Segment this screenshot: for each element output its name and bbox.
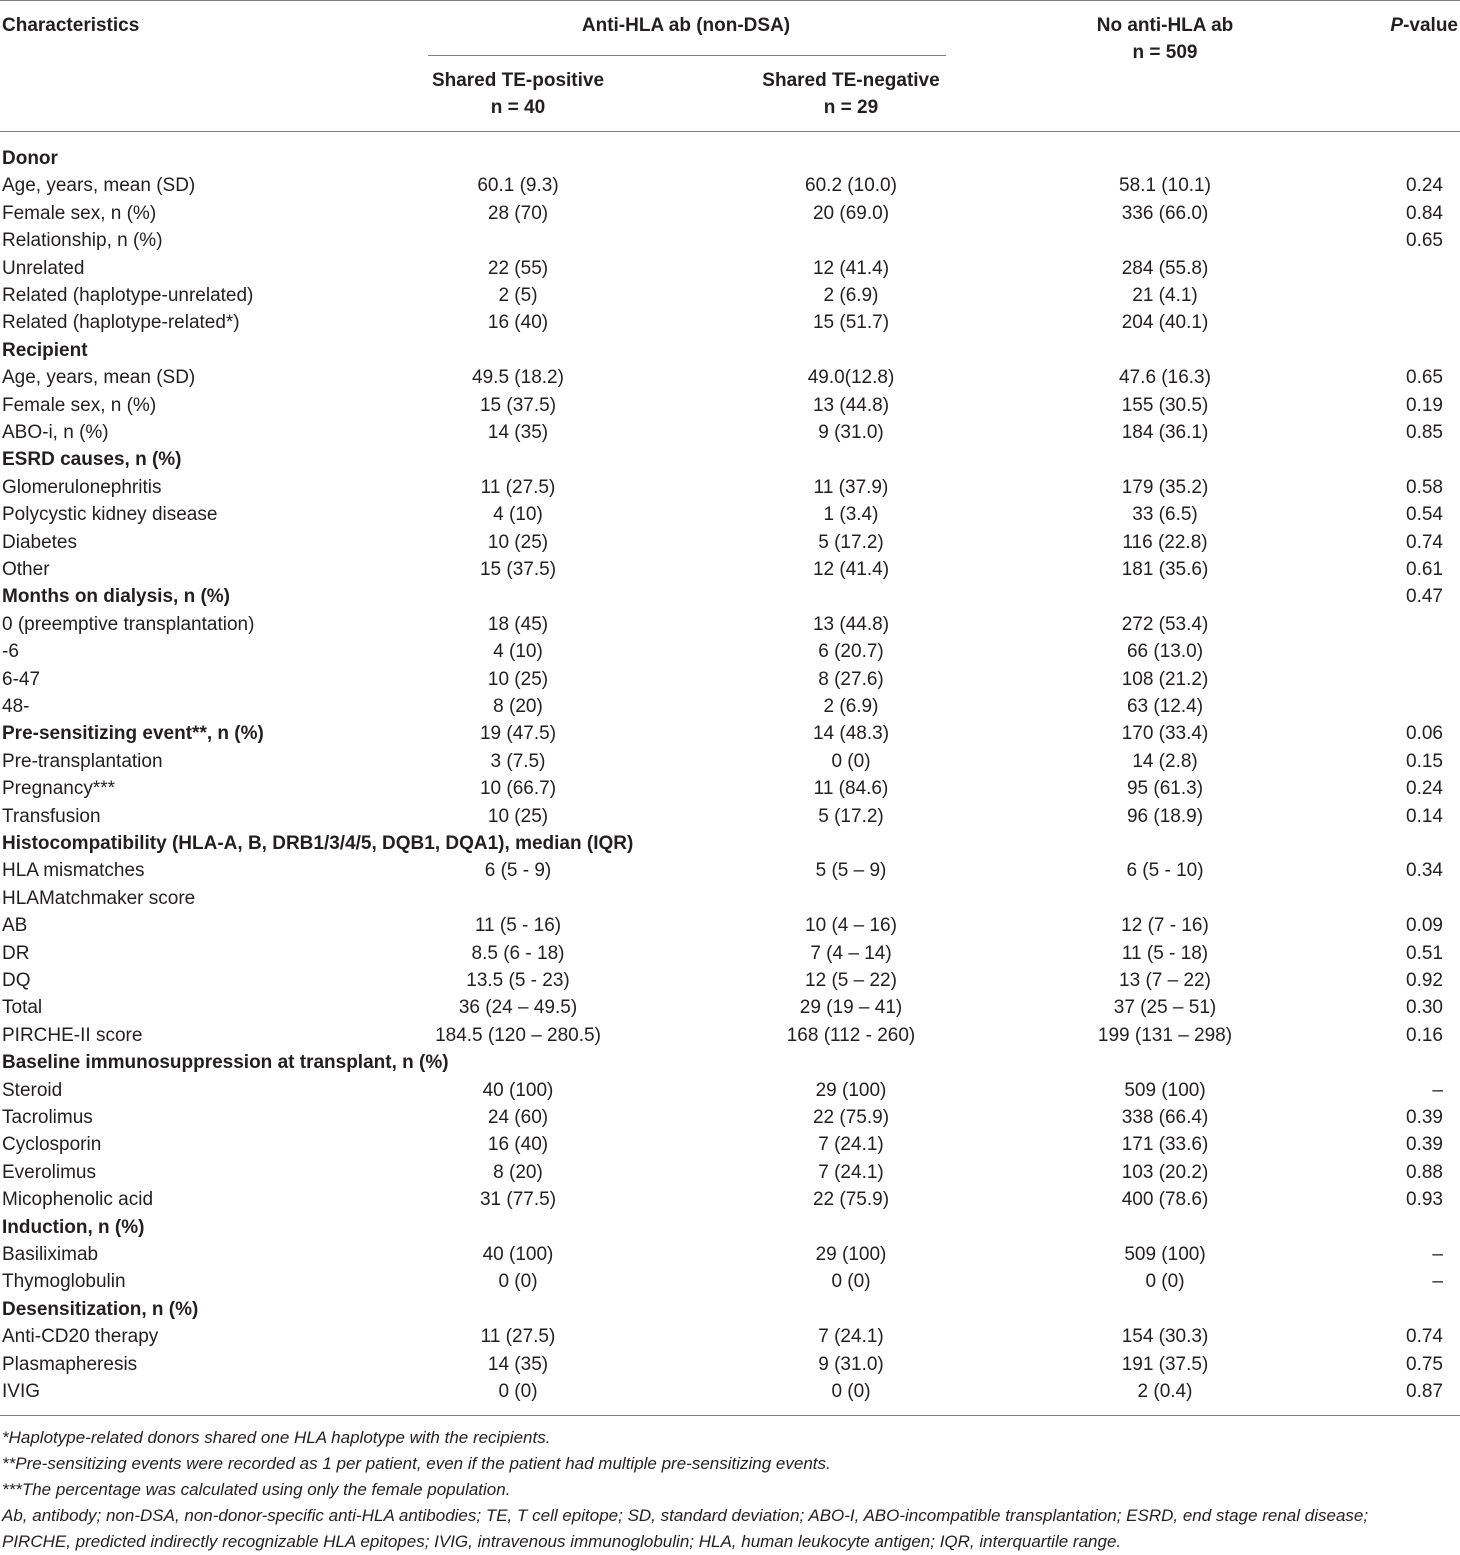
value-te-negative: 10 (4 – 16) — [805, 915, 897, 937]
p-value: 0.93 — [1406, 1189, 1443, 1211]
value-no-anti-hla: 509 (100) — [1124, 1244, 1206, 1265]
value-te-positive: 18 (45) — [487, 613, 549, 635]
p-value: 0.24 — [1406, 175, 1443, 197]
value-no-anti-hla: 272 (53.4) — [1121, 613, 1209, 635]
section-row — [0, 337, 1460, 364]
table-row — [0, 474, 1460, 501]
table-bottom-rule — [0, 1415, 1460, 1416]
value-no-anti-hla: 154 (30.3) — [1121, 1326, 1209, 1348]
row-label: Thymoglobulin — [2, 1271, 126, 1293]
table-row — [0, 748, 1460, 775]
header-col2-n: n = 29 — [823, 97, 879, 118]
header-pvalue-italic: P — [1390, 15, 1404, 36]
value-no-anti-hla: 11 (5 - 18) — [1121, 942, 1209, 964]
table-row — [0, 940, 1460, 967]
footnote-abbreviations-2: PIRCHE, predicted indirectly recognizable HLA epitopes; IVIG, intravenous immunoglobulin; HLA, human leukocyte antigen; IQR, interquartile range. — [2, 1532, 1122, 1551]
footnote-abbreviations-1: Ab, antibody; non-DSA, non-donor-specific anti-HLA antibodies; TE, T cell epitope; SD, standard deviation; ABO-I, ABO-incompatible transplantation; ESRD, end stage renal disease; — [2, 1506, 1369, 1525]
table-row — [0, 556, 1460, 583]
row-label: Anti-CD20 therapy — [2, 1326, 159, 1348]
value-no-anti-hla: 37 (25 – 51) — [1113, 997, 1217, 1019]
row-label: Cyclosporin — [2, 1134, 102, 1156]
value-no-anti-hla: 181 (35.6) — [1121, 559, 1209, 580]
value-te-positive: 28 (70) — [487, 202, 549, 224]
value-te-positive: 13.5 (5 - 23) — [466, 970, 570, 991]
row-label: Everolimus — [2, 1161, 96, 1183]
value-te-negative: 15 (51.7) — [812, 312, 890, 334]
table-row — [0, 775, 1460, 802]
value-no-anti-hla: 171 (33.6) — [1121, 1134, 1209, 1156]
section-row — [0, 1296, 1460, 1323]
value-te-negative: 7 (24.1) — [818, 1161, 884, 1183]
value-no-anti-hla: 63 (12.4) — [1126, 696, 1204, 717]
value-no-anti-hla: 509 (100) — [1124, 1079, 1206, 1101]
value-no-anti-hla: 108 (21.2) — [1121, 668, 1209, 690]
value-te-positive: 16 (40) — [487, 312, 549, 334]
row-label: IVIG — [2, 1381, 41, 1402]
value-te-negative: 13 (44.8) — [812, 394, 890, 416]
header-col1-n: n = 40 — [490, 97, 546, 118]
value-te-positive: 0 (0) — [498, 1271, 538, 1293]
value-te-positive: 15 (37.5) — [479, 559, 557, 580]
value-no-anti-hla: 12 (7 - 16) — [1121, 915, 1209, 937]
row-label: ESRD causes, n (%) — [2, 449, 182, 471]
value-te-negative: 60.2 (10.0) — [805, 175, 897, 197]
row-label: Recipient — [2, 339, 88, 361]
header-group-title: Anti-HLA ab (non-DSA) — [581, 15, 791, 36]
table-row — [0, 200, 1460, 227]
value-te-negative: 1 (3.4) — [823, 504, 879, 526]
value-no-anti-hla: 95 (61.3) — [1126, 778, 1204, 800]
table-row — [0, 1131, 1460, 1158]
value-no-anti-hla: 14 (2.8) — [1132, 750, 1198, 772]
p-value: – — [1432, 1271, 1443, 1293]
footnote-percentage: ***The percentage was calculated using only the female population. — [2, 1480, 511, 1499]
value-no-anti-hla: 179 (35.2) — [1121, 476, 1209, 498]
table-row — [0, 1077, 1460, 1104]
p-value: – — [1432, 1244, 1443, 1265]
row-label: Female sex, n (%) — [2, 394, 157, 416]
value-te-negative: 9 (31.0) — [818, 1353, 884, 1375]
table-top-rule — [0, 0, 1460, 1]
row-label: DQ — [2, 970, 31, 991]
value-no-anti-hla: 199 (131 – 298) — [1097, 1024, 1233, 1046]
table-row — [0, 803, 1460, 830]
value-te-negative: 2 (6.9) — [823, 696, 879, 717]
value-te-positive: 15 (37.5) — [479, 394, 557, 416]
value-te-positive: 2 (5) — [498, 285, 538, 306]
value-te-positive: 60.1 (9.3) — [477, 175, 559, 197]
table-row — [0, 1241, 1460, 1268]
row-label: Micophenolic acid — [2, 1189, 154, 1211]
value-no-anti-hla: 284 (55.8) — [1121, 257, 1209, 279]
value-te-positive: 8 (20) — [493, 1161, 543, 1183]
value-no-anti-hla: 33 (6.5) — [1132, 504, 1198, 526]
value-no-anti-hla: 103 (20.2) — [1121, 1161, 1209, 1183]
table-row — [0, 912, 1460, 939]
row-label: Diabetes — [2, 531, 77, 553]
header-pvalue-suffix: -value — [1403, 15, 1458, 36]
header-col1-title: Shared TE-positive — [431, 70, 605, 91]
value-te-positive: 6 (5 - 9) — [484, 860, 552, 882]
value-no-anti-hla: 116 (22.8) — [1122, 531, 1208, 553]
value-te-negative: 7 (4 – 14) — [810, 942, 892, 964]
value-te-negative: 8 (27.6) — [818, 668, 884, 690]
value-te-negative: 49.0(12.8) — [807, 367, 895, 389]
p-value: 0.30 — [1406, 997, 1443, 1019]
row-label: Other — [2, 559, 50, 580]
row-label: Pre-sensitizing event**, n (%) — [2, 723, 264, 745]
row-label: Histocompatibility (HLA-A, B, DRB1/3/4/5, DQB1, DQA1), median (IQR) — [2, 833, 634, 854]
value-te-positive: 8 (20) — [493, 696, 543, 717]
footnote-pre-sensitizing: **Pre-sensitizing events were recorded as 1 per patient, even if the patient had multiple pre-sensitizing events. — [2, 1454, 831, 1473]
row-label: Glomerulonephritis — [2, 476, 162, 498]
group-header-rule — [428, 55, 946, 56]
row-label: HLA mismatches — [2, 860, 145, 882]
row-label: ABO-i, n (%) — [2, 422, 109, 443]
p-value: 0.85 — [1406, 422, 1443, 443]
row-label: AB — [2, 915, 28, 937]
table-row — [0, 885, 1460, 912]
row-label: Basiliximab — [2, 1244, 99, 1265]
value-te-negative: 22 (75.9) — [812, 1107, 890, 1128]
p-value: 0.09 — [1406, 915, 1443, 937]
table-row — [0, 638, 1460, 665]
row-label: Polycystic kidney disease — [2, 504, 218, 526]
p-value: 0.92 — [1406, 970, 1443, 991]
p-value: 0.65 — [1406, 367, 1443, 389]
p-value: 0.74 — [1406, 1326, 1443, 1348]
row-label: HLAMatchmaker score — [2, 887, 196, 909]
value-te-positive: 11 (27.5) — [480, 476, 556, 498]
value-te-positive: 184.5 (120 – 280.5) — [435, 1024, 601, 1046]
p-value: 0.15 — [1406, 750, 1443, 772]
value-te-positive: 40 (100) — [482, 1079, 554, 1101]
table-row — [0, 364, 1460, 391]
p-value: 0.58 — [1406, 476, 1443, 498]
row-label: Female sex, n (%) — [2, 202, 157, 224]
p-value: 0.39 — [1406, 1107, 1443, 1128]
value-te-negative: 12 (5 – 22) — [805, 970, 897, 991]
value-te-negative: 2 (6.9) — [823, 285, 879, 306]
value-te-negative: 6 (20.7) — [818, 641, 884, 663]
row-label: Baseline immunosuppression at transplant, n (%) — [2, 1052, 449, 1074]
table-row — [0, 693, 1460, 720]
value-te-negative: 5 (17.2) — [818, 531, 884, 553]
table-row — [0, 1268, 1460, 1295]
row-label: Transfusion — [2, 805, 101, 827]
row-label: Plasmapheresis — [2, 1353, 138, 1375]
value-te-positive: 16 (40) — [487, 1134, 549, 1156]
p-value: 0.54 — [1406, 504, 1443, 526]
value-te-positive: 10 (66.7) — [479, 778, 557, 800]
value-te-negative: 12 (41.4) — [812, 559, 890, 580]
value-te-negative: 14 (48.3) — [812, 723, 890, 745]
section-row — [0, 830, 1460, 857]
row-label: DR — [2, 942, 30, 964]
value-te-negative: 12 (41.4) — [812, 257, 890, 279]
table-row — [0, 1104, 1460, 1131]
value-te-positive: 24 (60) — [487, 1107, 549, 1128]
row-label: 6-47 — [2, 668, 41, 690]
value-te-positive: 31 (77.5) — [479, 1189, 557, 1211]
value-te-negative: 29 (100) — [815, 1244, 887, 1265]
table-row — [0, 529, 1460, 556]
table-row — [0, 1378, 1460, 1405]
p-value: 0.14 — [1406, 805, 1443, 827]
value-te-negative: 11 (84.6) — [813, 778, 889, 800]
p-value: 0.34 — [1406, 860, 1443, 882]
table-row — [0, 611, 1460, 638]
table-row — [0, 1186, 1460, 1213]
value-no-anti-hla: 58.1 (10.1) — [1119, 175, 1211, 197]
value-te-negative: 0 (0) — [831, 1381, 871, 1402]
row-label: Induction, n (%) — [2, 1216, 145, 1238]
value-no-anti-hla: 155 (30.5) — [1121, 394, 1209, 416]
section-row — [0, 583, 1460, 610]
value-no-anti-hla: 6 (5 - 10) — [1126, 860, 1204, 882]
value-no-anti-hla: 191 (37.5) — [1121, 1353, 1209, 1375]
value-te-positive: 0 (0) — [498, 1381, 538, 1402]
row-label: Months on dialysis, n (%) — [2, 586, 231, 608]
value-te-negative: 7 (24.1) — [818, 1326, 884, 1348]
row-label: Pre-transplantation — [2, 750, 163, 772]
value-te-negative: 0 (0) — [831, 1271, 871, 1293]
value-no-anti-hla: 21 (4.1) — [1132, 285, 1198, 306]
value-te-negative: 29 (19 – 41) — [799, 997, 903, 1019]
value-te-positive: 8.5 (6 - 18) — [471, 942, 565, 964]
table-row — [0, 994, 1460, 1021]
p-value: – — [1432, 1079, 1443, 1101]
value-te-negative: 22 (75.9) — [812, 1189, 890, 1211]
value-te-negative: 0 (0) — [831, 750, 871, 772]
value-te-negative: 11 (37.9) — [813, 476, 889, 498]
value-te-negative: 7 (24.1) — [818, 1134, 884, 1156]
table-row — [0, 309, 1460, 336]
value-no-anti-hla: 184 (36.1) — [1121, 422, 1209, 443]
value-te-positive: 4 (10) — [493, 504, 543, 526]
row-label: 48- — [2, 696, 30, 717]
value-no-anti-hla: 13 (7 – 22) — [1119, 970, 1211, 991]
value-te-negative: 29 (100) — [815, 1079, 887, 1101]
value-no-anti-hla: 170 (33.4) — [1121, 723, 1209, 745]
row-label: Related (haplotype-unrelated) — [2, 285, 254, 306]
row-label: Age, years, mean (SD) — [2, 367, 196, 389]
p-value: 0.16 — [1406, 1024, 1443, 1046]
header-pvalue — [1390, 12, 1458, 39]
p-value: 0.19 — [1406, 394, 1443, 416]
header-bottom-rule — [0, 131, 1460, 132]
value-te-positive: 11 (5 - 16) — [474, 915, 562, 937]
value-te-positive: 22 (55) — [487, 257, 549, 279]
value-te-negative: 20 (69.0) — [812, 202, 890, 224]
p-value: 0.75 — [1406, 1353, 1443, 1375]
p-value: 0.61 — [1406, 559, 1443, 580]
row-label: Total — [2, 997, 43, 1019]
p-value: 0.65 — [1406, 230, 1443, 252]
row-label: Donor — [2, 148, 58, 169]
header-col3-title: No anti-HLA ab — [1096, 15, 1234, 36]
value-te-positive: 11 (27.5) — [480, 1326, 556, 1348]
section-row — [0, 720, 1460, 747]
row-label: Steroid — [2, 1079, 63, 1101]
p-value: 0.47 — [1406, 586, 1443, 608]
value-no-anti-hla: 66 (13.0) — [1126, 641, 1204, 663]
table-row — [0, 666, 1460, 693]
p-value: 0.87 — [1406, 1381, 1443, 1402]
section-row — [0, 446, 1460, 473]
value-no-anti-hla: 2 (0.4) — [1137, 1381, 1193, 1402]
header-characteristics: Characteristics — [2, 15, 140, 36]
table-row — [0, 1351, 1460, 1378]
p-value: 0.88 — [1406, 1161, 1443, 1183]
value-te-positive: 19 (47.5) — [479, 723, 557, 745]
header-col2-title: Shared TE-negative — [762, 70, 940, 91]
value-no-anti-hla: 400 (78.6) — [1121, 1189, 1209, 1211]
value-te-positive: 14 (35) — [487, 422, 549, 443]
value-no-anti-hla: 96 (18.9) — [1126, 805, 1204, 827]
value-te-positive: 4 (10) — [493, 641, 543, 663]
row-label: Pregnancy*** — [2, 778, 116, 800]
table-row — [0, 172, 1460, 199]
row-label: PIRCHE-II score — [2, 1024, 143, 1046]
value-no-anti-hla: 204 (40.1) — [1121, 312, 1209, 334]
table-row — [0, 419, 1460, 446]
p-value: 0.06 — [1406, 723, 1443, 745]
value-te-negative: 5 (5 – 9) — [815, 860, 887, 882]
row-label: Age, years, mean (SD) — [2, 175, 196, 197]
value-te-positive: 10 (25) — [487, 805, 549, 827]
value-te-negative: 5 (17.2) — [818, 805, 884, 827]
value-te-positive: 10 (25) — [487, 668, 549, 690]
value-no-anti-hla: 47.6 (16.3) — [1119, 367, 1211, 389]
value-te-positive: 10 (25) — [487, 531, 549, 553]
value-te-positive: 49.5 (18.2) — [472, 367, 564, 389]
row-label: -6 — [2, 641, 19, 663]
table-row — [0, 255, 1460, 282]
value-te-positive: 3 (7.5) — [490, 750, 546, 772]
p-value: 0.51 — [1406, 942, 1443, 964]
value-te-positive: 14 (35) — [487, 1353, 549, 1375]
value-te-negative: 168 (112 - 260) — [786, 1024, 916, 1046]
value-te-negative: 13 (44.8) — [812, 613, 890, 635]
row-label: Tacrolimus — [2, 1107, 93, 1128]
table-row — [0, 1159, 1460, 1186]
section-row — [0, 145, 1460, 172]
table-row — [0, 1022, 1460, 1049]
row-label: Relationship, n (%) — [2, 230, 163, 252]
table-row — [0, 857, 1460, 884]
header-col3-n: n = 509 — [1132, 42, 1198, 63]
p-value: 0.39 — [1406, 1134, 1443, 1156]
p-value: 0.24 — [1406, 778, 1443, 800]
value-te-positive: 36 (24 – 49.5) — [458, 997, 578, 1019]
footnote-haplotype: *Haplotype-related donors shared one HLA haplotype with the recipients. — [2, 1428, 551, 1447]
value-no-anti-hla: 338 (66.4) — [1121, 1107, 1209, 1128]
value-te-negative: 9 (31.0) — [818, 422, 884, 443]
row-label: Unrelated — [2, 257, 85, 279]
table-row — [0, 501, 1460, 528]
p-value: 0.84 — [1406, 202, 1443, 224]
table-row — [0, 392, 1460, 419]
value-no-anti-hla: 0 (0) — [1145, 1271, 1185, 1293]
section-row — [0, 1214, 1460, 1241]
table-row — [0, 967, 1460, 994]
table-row — [0, 1323, 1460, 1350]
row-label: Desensitization, n (%) — [2, 1298, 199, 1320]
section-row — [0, 1049, 1460, 1076]
table-row — [0, 282, 1460, 309]
p-value: 0.74 — [1406, 531, 1443, 553]
row-label: 0 (preemptive transplantation) — [2, 613, 255, 635]
value-no-anti-hla: 336 (66.0) — [1121, 202, 1209, 224]
value-te-positive: 40 (100) — [482, 1244, 554, 1265]
row-label: Related (haplotype-related*) — [2, 312, 240, 334]
table-row — [0, 227, 1460, 254]
